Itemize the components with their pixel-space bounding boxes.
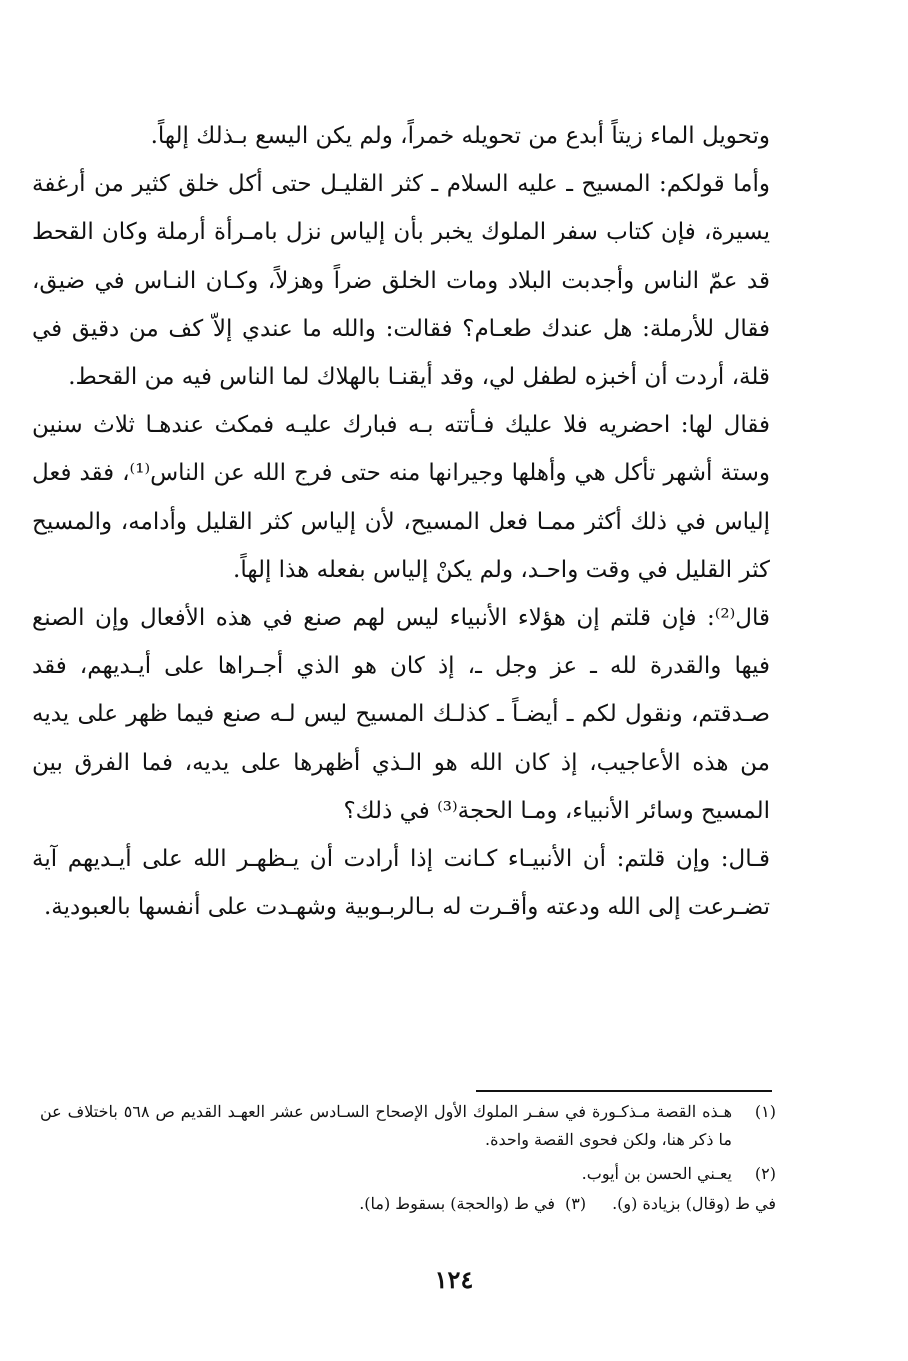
footnote-separator [476, 1090, 772, 1092]
footnote-1 [40, 1098, 776, 1154]
footnote-text: هـذه القصة مـذكـورة في سفـر الملوك الأول الإصحاح السـادس عشر العهـد القديم ص ٥٦٨ باختلاف عن ما ذكر هنا، ولكن فحوى القصة واحدة. [40, 1102, 733, 1149]
paragraph-5: قـال: وإن قلتم: أن الأنبيـاء كـانت إذا أرادت أن يـظهـر الله على أيـديهم آية تضـرعت إلى الله ودعته وأقـرت له بـالربـوبية وشهـدت على أنفسها بالعبودية. [32, 846, 770, 921]
paragraph-3: فقال لها: احضريه فلا عليك فـأتته بـه فبارك عليـه فمكث عندهـا ثلاث سنين وستة أشهر تأكل هي وأهلها وجيرانها منه حتى فرج الله عن الناس⁽¹⁾، فقد فعل إلياس في ذلك أكثر ممـا فعل المسيح، لأن إلياس كثر القليل وأدامه، والمسيح كثر القليل في وقت واحـد، ولم يكنْ إلياس بفعله هذا إلهاً. [32, 412, 771, 583]
footnotes [40, 1098, 776, 1218]
footnote-text: يعـني الحسن بن أيوب. [581, 1164, 732, 1183]
footnote-number: (٢) [754, 1164, 776, 1183]
footnote-number: (٣) [565, 1194, 587, 1213]
footnote-3-text: في ط (والحجة) بسقوط (ما). [359, 1194, 555, 1213]
main-text [32, 112, 770, 931]
paragraph-4: قال⁽²⁾: فإن قلتم إن هؤلاء الأنبياء ليس لهم صنع في هذه الأفعال وإن الصنع فيها والقدرة لله ـ عز وجل ـ، إذ كان هو الذي أجـراها على أيـديهم، فقد صـدقتم، ونقول لكم ـ أيضـاً ـ كذلـك المسيح ليس لـه صنع فيما ظهر على يديه من هذه الأعاجيب، إذ كان الله هو الـذي أظهرها على يديه، فما الفرق بين المسيح وسائر الأنبياء، ومـا الحجة⁽³⁾ في ذلك؟ [32, 605, 770, 824]
page-number: ١٢٤ [434, 1265, 474, 1294]
footnote-2 [40, 1160, 776, 1188]
paragraph-1: وتحويل الماء زيتاً أبدع من تحويله خمراً، ولم يكن اليسع بـذلك إلهاً. [150, 123, 770, 149]
footnote-row-3 [40, 1190, 776, 1218]
footnote-2-continuation: في ط (وقال) بزيادة (و). [612, 1194, 776, 1213]
paragraph-2: وأما قولكم: المسيح ـ عليه السلام ـ كثر القليـل حتى أكل خلق كثير من أرغفة يسيرة، فإن كتاب سفر الملوك يخبر بأن إلياس نزل بامـرأة أرملة وكان القحط قد عمّ الناس وأجدبت البلاد ومات الخلق ضراً وهزلاً، وكـان النـاس في ضيق، فقال للأرملة: هل عندك طعـام؟ فقالت: والله ما عندي إلاّ كف من دقيق في قلة، أردت أن أخبزه لطفل لي، وقد أيقنـا بالهلاك لما الناس فيه من القحط. [32, 171, 770, 391]
footnote-number: (١) [754, 1102, 776, 1121]
